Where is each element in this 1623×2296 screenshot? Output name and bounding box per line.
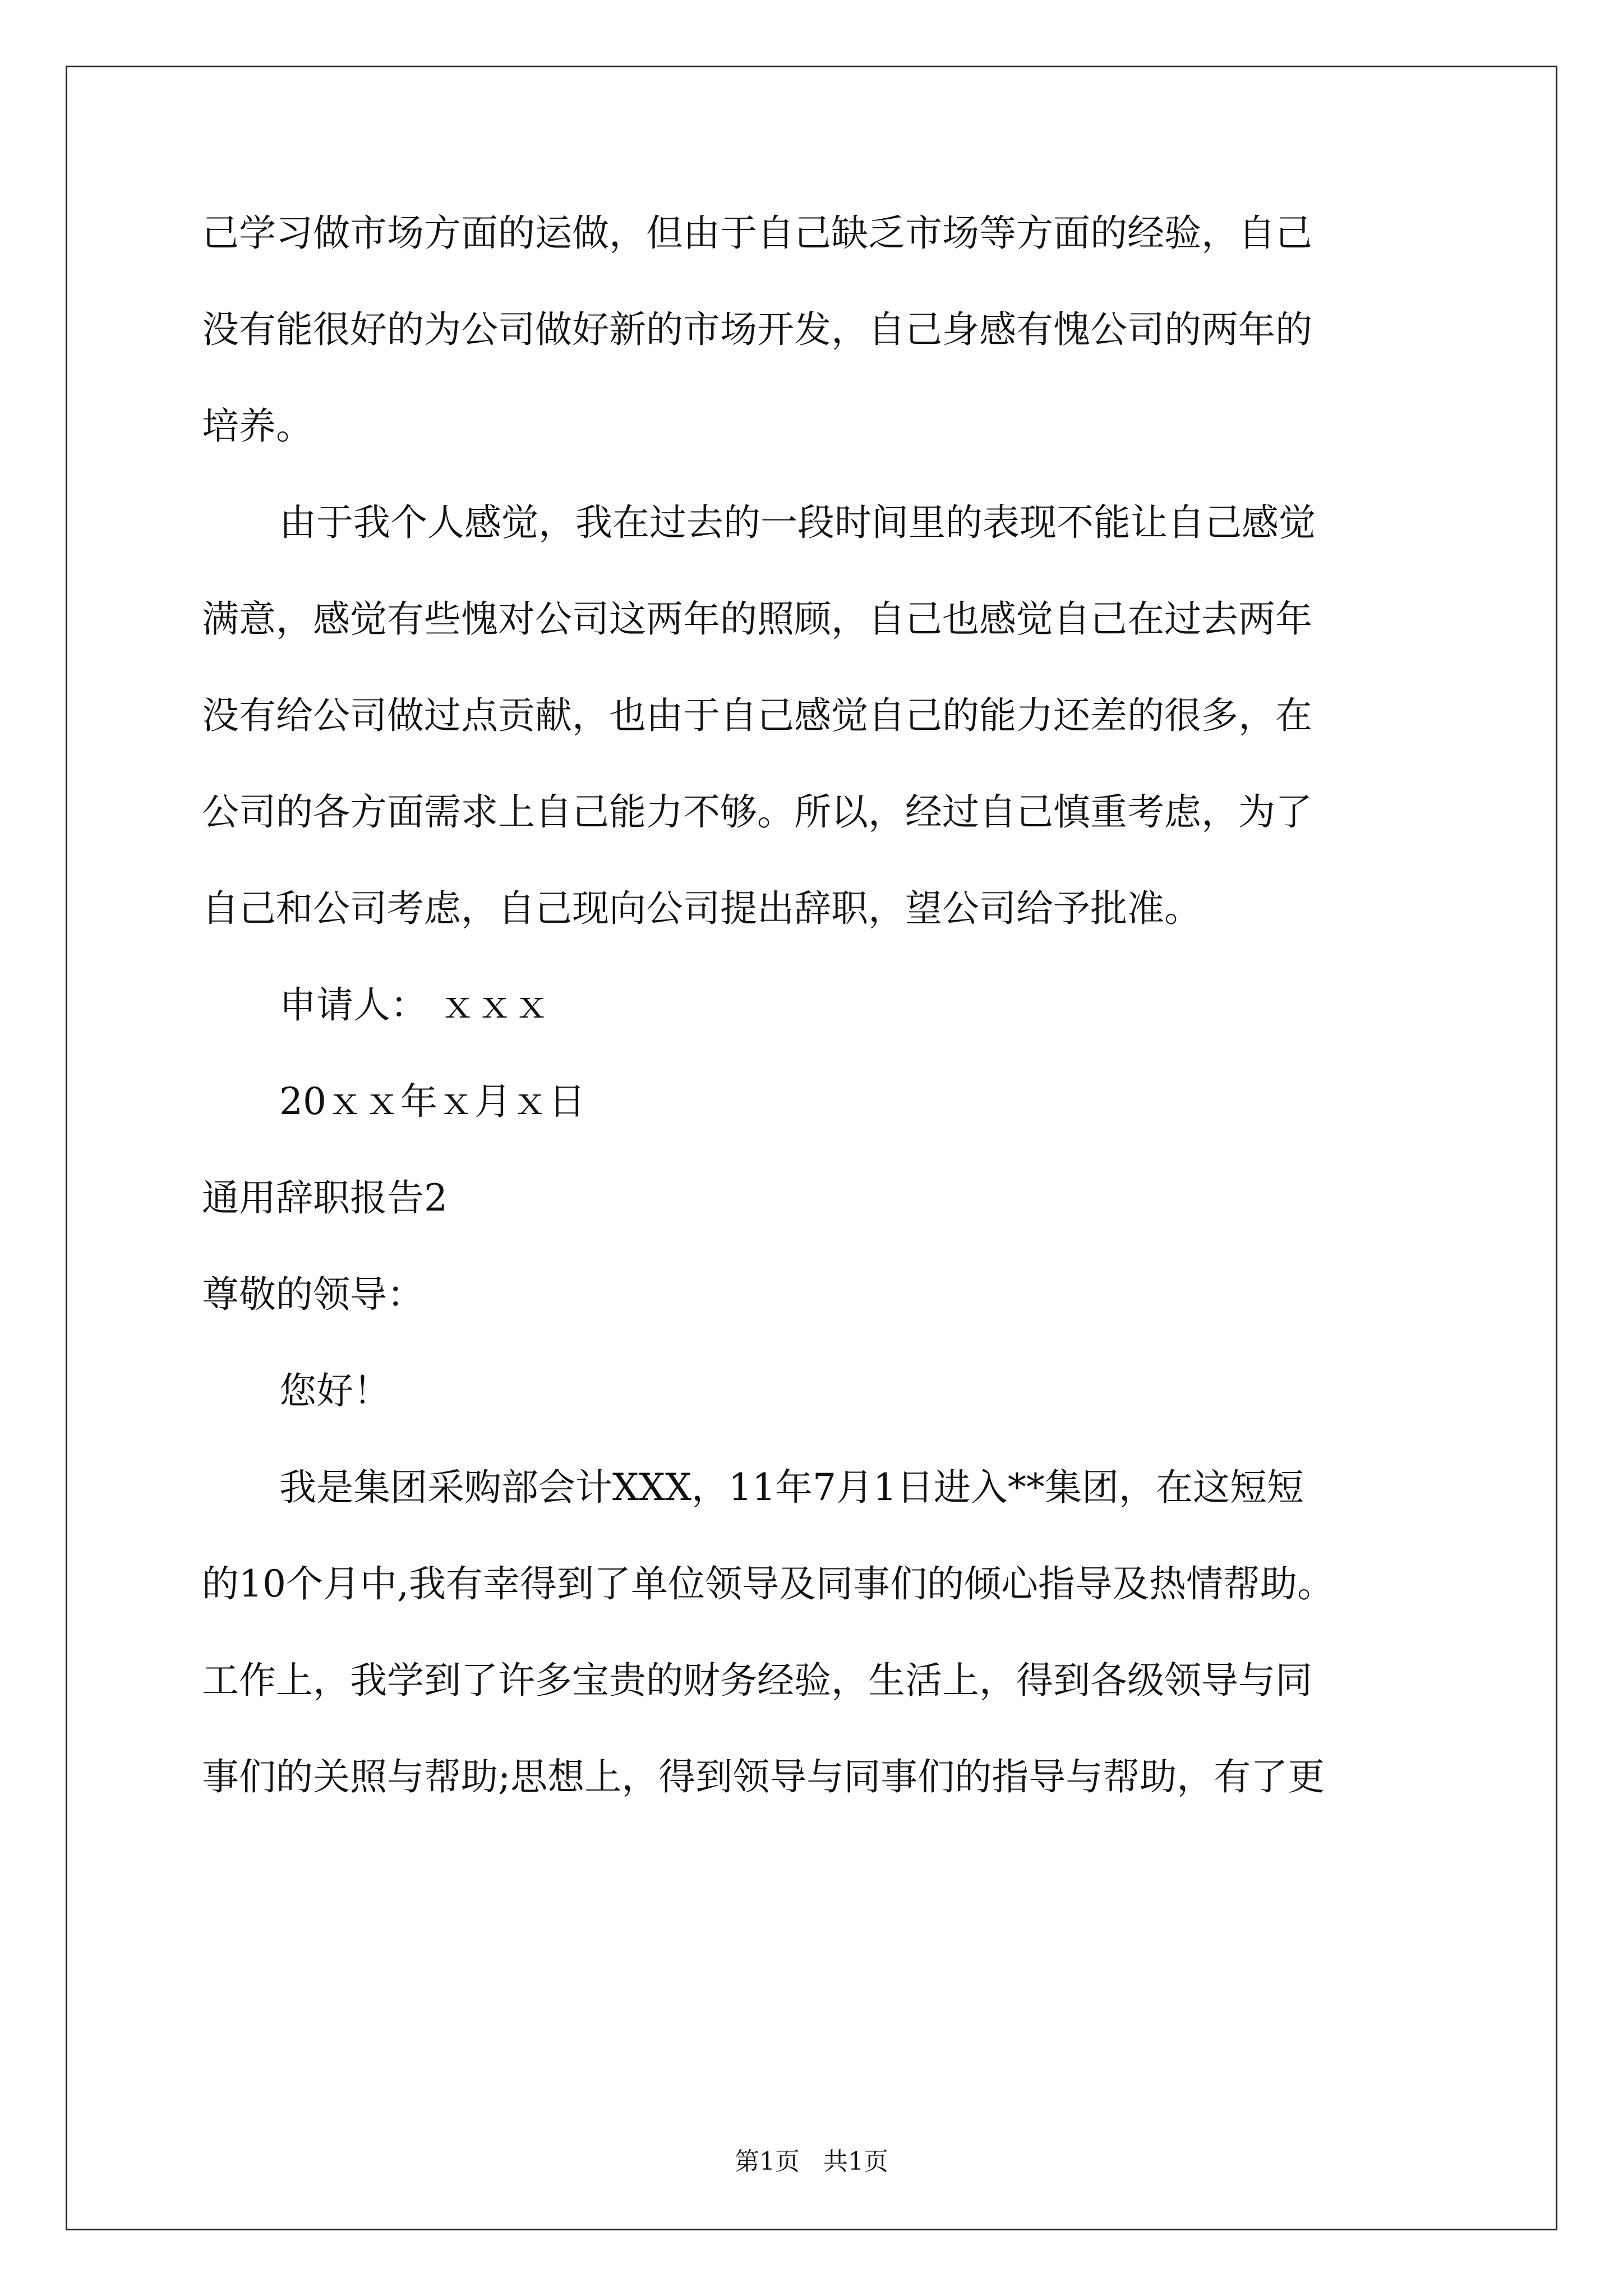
- page-footer: 第1页 共1页: [735, 2147, 888, 2176]
- paragraph-line: 由于我个人感觉，我在过去的一段时间里的表现不能让自己感觉: [279, 501, 1316, 544]
- paragraph-line: 事们的关照与帮助;思想上，得到领导与同事们的指导与帮助，有了更: [202, 1755, 1325, 1798]
- date-line: 20ｘｘ年ｘ月ｘ日: [279, 1080, 585, 1123]
- paragraph-line: 我是集团采购部会计XXX，11年7月1日进入**集团，在这短短: [279, 1466, 1304, 1509]
- greeting: 您好！: [279, 1369, 390, 1412]
- section-title: 通用辞职报告2: [202, 1176, 448, 1220]
- paragraph-line: 满意，感觉有些愧对公司这两年的照顾，自己也感觉自己在过去两年: [202, 597, 1312, 641]
- page-border: [66, 66, 1557, 2230]
- paragraph-line: 工作上，我学到了许多宝贵的财务经验，生活上，得到各级领导与同: [202, 1659, 1312, 1702]
- paragraph-line: 自己和公司考虑，自己现向公司提出辞职，望公司给予批准。: [202, 887, 1201, 930]
- paragraph-line: 没有能很好的为公司做好新的市场开发，自己身感有愧公司的两年的: [202, 308, 1312, 351]
- applicant-line: 申请人： ｘｘｘ: [279, 983, 550, 1027]
- salutation: 尊敬的领导：: [202, 1273, 424, 1316]
- paragraph-line: 培养。: [202, 404, 313, 448]
- paragraph-line: 没有给公司做过点贡献，也由于自己感觉自己的能力还差的很多，在: [202, 694, 1312, 737]
- paragraph-line: 公司的各方面需求上自己能力不够。所以，经过自己慎重考虑，为了: [202, 790, 1312, 834]
- paragraph-line: 己学习做市场方面的运做，但由于自己缺乏市场等方面的经验，自己: [202, 211, 1312, 255]
- paragraph-line: 的10个月中,我有幸得到了单位领导及同事们的倾心指导及热情帮助。: [202, 1562, 1334, 1605]
